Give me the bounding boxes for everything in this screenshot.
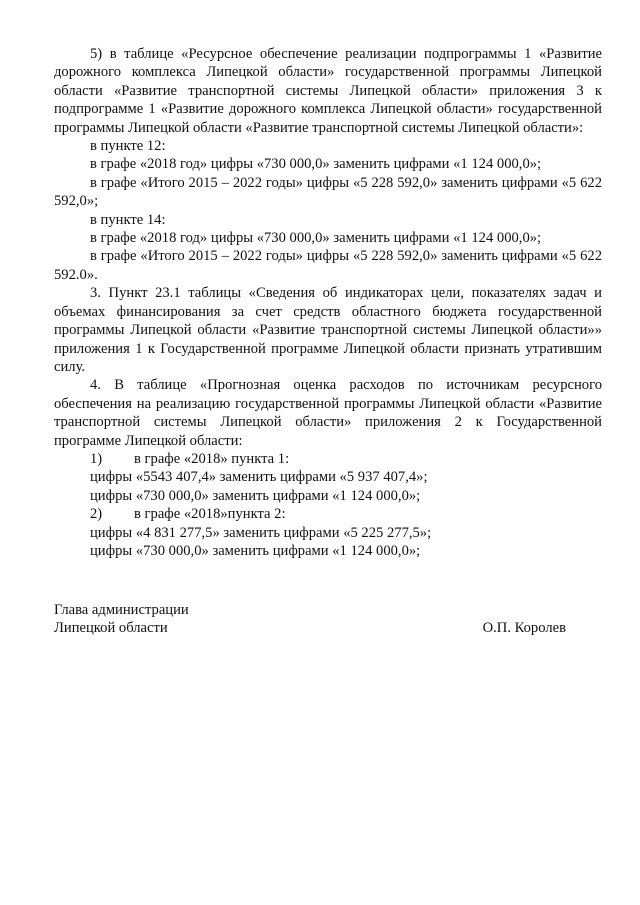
document-body xyxy=(54,45,602,560)
paragraph-item1-line1: цифры «5543 407,4» заменить цифрами «5 937 407,4»; xyxy=(90,469,428,486)
signature-title: Глава администрации xyxy=(54,602,189,618)
signature-row xyxy=(54,619,602,637)
paragraph-item1-line2: цифры «730 000,0» заменить цифрами «1 124 000,0»; xyxy=(90,487,421,504)
paragraph-12-total: в графе «Итого 2015 – 2022 годы» цифры «5 228 592,0» заменить цифрами «5 622 592,0»; xyxy=(54,174,602,210)
signature-name: О.П. Королев xyxy=(482,620,566,637)
paragraph-4: 4. В таблице «Прогнозная оценка расходов по источникам ресурсного обеспечения на реализацию государственной программы Липецкой области «Развитие транспортной системы Липецкой области» приложения 2 к Государственной программе Липецкой области: xyxy=(54,377,602,449)
paragraph-item2-line2: цифры «730 000,0» заменить цифрами «1 124 000,0»; xyxy=(90,542,421,559)
signature-region: Липецкой области xyxy=(54,620,168,637)
numbered-item-2 xyxy=(54,505,602,523)
item-number: 1) xyxy=(90,450,103,467)
paragraph-14-total: в графе «Итого 2015 – 2022 годы» цифры «5 228 592,0» заменить цифрами «5 622 592.0». xyxy=(54,248,602,283)
item-text: в графе «2018» пункта 1: xyxy=(134,450,290,467)
item-text: в графе «2018»пункта 2: xyxy=(134,506,286,523)
paragraph-item-14: в пункте 14: xyxy=(90,211,166,228)
paragraph-12-2018: в графе «2018 год» цифры «730 000,0» заменить цифрами «1 124 000,0»; xyxy=(90,156,542,173)
paragraph-item2-line1: цифры «4 831 277,5» заменить цифрами «5 225 277,5»; xyxy=(90,524,432,541)
paragraph-14-2018: в графе «2018 год» цифры «730 000,0» заменить цифрами «1 124 000,0»; xyxy=(90,230,542,247)
paragraph-3: 3. Пункт 23.1 таблицы «Сведения об индикаторах цели, показателях задач и объемах финансирования за счет средств областного бюджета государственной программы Липецкой области «Развитие транспортной системы Липецкой области»» приложения 1 к Государственной программе Липецкой области признать утратившим силу. xyxy=(54,285,602,375)
numbered-item-1 xyxy=(54,450,602,468)
paragraph-item-12: в пункте 12: xyxy=(90,138,166,155)
paragraph-5: 5) в таблице «Ресурсное обеспечение реализации подпрограммы 1 «Развитие дорожного комплекса Липецкой области» государственной программы Липецкой области «Развитие транспортной системы Липецкой области» приложения 3 к подпрограмме 1 «Развитие дорожного комплекса Липецкой области» государственной программы Липецкой области «Развитие транспортной системы Липецкой области»: xyxy=(54,46,602,136)
signature-block xyxy=(54,601,602,638)
item-number: 2) xyxy=(90,506,103,523)
